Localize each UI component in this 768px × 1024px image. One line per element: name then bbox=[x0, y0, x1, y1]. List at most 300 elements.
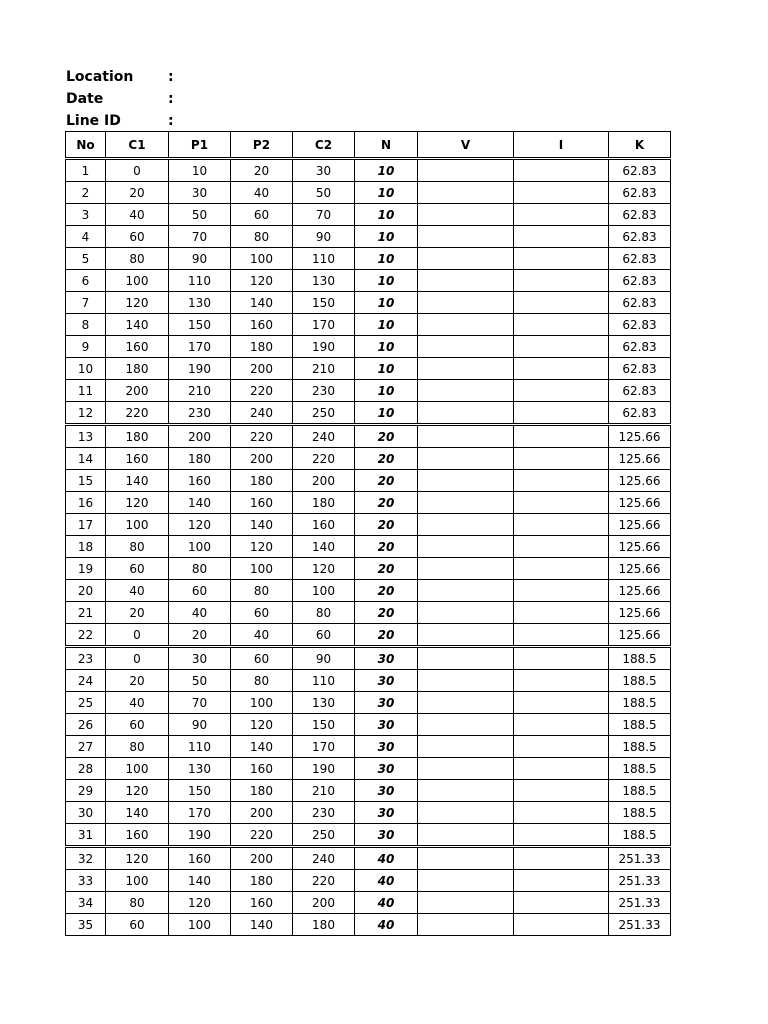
cell-p2: 140 bbox=[231, 736, 293, 758]
cell-v[interactable] bbox=[418, 736, 514, 758]
cell-p1: 170 bbox=[169, 802, 231, 824]
table-row bbox=[66, 314, 671, 336]
table-row bbox=[66, 802, 671, 824]
cell-i[interactable] bbox=[514, 514, 609, 536]
cell-i[interactable] bbox=[514, 780, 609, 802]
cell-no: 3 bbox=[66, 204, 106, 226]
cell-p2: 180 bbox=[231, 780, 293, 802]
cell-p2: 140 bbox=[231, 514, 293, 536]
cell-c2: 190 bbox=[293, 758, 355, 780]
cell-p2: 120 bbox=[231, 536, 293, 558]
cell-n: 30 bbox=[355, 647, 418, 670]
cell-n: 30 bbox=[355, 780, 418, 802]
cell-c2: 90 bbox=[293, 647, 355, 670]
cell-c2: 30 bbox=[293, 159, 355, 182]
cell-p1: 40 bbox=[169, 602, 231, 624]
cell-p1: 90 bbox=[169, 714, 231, 736]
table-row bbox=[66, 624, 671, 647]
cell-p2: 160 bbox=[231, 758, 293, 780]
cell-no: 12 bbox=[66, 402, 106, 425]
cell-no: 10 bbox=[66, 358, 106, 380]
cell-n: 40 bbox=[355, 914, 418, 936]
cell-i[interactable] bbox=[514, 270, 609, 292]
cell-k: 125.66 bbox=[609, 624, 671, 647]
cell-c2: 70 bbox=[293, 204, 355, 226]
cell-p1: 150 bbox=[169, 314, 231, 336]
cell-c2: 200 bbox=[293, 892, 355, 914]
cell-p2: 180 bbox=[231, 336, 293, 358]
cell-k: 62.83 bbox=[609, 336, 671, 358]
cell-k: 62.83 bbox=[609, 402, 671, 425]
cell-no: 22 bbox=[66, 624, 106, 647]
cell-c1: 60 bbox=[106, 558, 169, 580]
cell-p1: 180 bbox=[169, 448, 231, 470]
measurement-table bbox=[65, 131, 671, 936]
cell-c1: 120 bbox=[106, 292, 169, 314]
column-header-p2: P2 bbox=[231, 132, 293, 159]
cell-p1: 10 bbox=[169, 159, 231, 182]
cell-c1: 0 bbox=[106, 647, 169, 670]
table-body bbox=[66, 159, 671, 936]
cell-k: 62.83 bbox=[609, 292, 671, 314]
cell-i[interactable] bbox=[514, 380, 609, 402]
cell-c1: 100 bbox=[106, 870, 169, 892]
cell-p1: 130 bbox=[169, 292, 231, 314]
cell-v[interactable] bbox=[418, 492, 514, 514]
table-row bbox=[66, 670, 671, 692]
cell-c1: 20 bbox=[106, 602, 169, 624]
cell-no: 35 bbox=[66, 914, 106, 936]
cell-n: 10 bbox=[355, 159, 418, 182]
cell-n: 20 bbox=[355, 602, 418, 624]
cell-p1: 170 bbox=[169, 336, 231, 358]
cell-c1: 80 bbox=[106, 248, 169, 270]
cell-c1: 40 bbox=[106, 580, 169, 602]
cell-p1: 80 bbox=[169, 558, 231, 580]
cell-p1: 70 bbox=[169, 692, 231, 714]
cell-i[interactable] bbox=[514, 204, 609, 226]
cell-p2: 80 bbox=[231, 226, 293, 248]
cell-v[interactable] bbox=[418, 692, 514, 714]
cell-c1: 60 bbox=[106, 714, 169, 736]
cell-n: 10 bbox=[355, 292, 418, 314]
cell-v[interactable] bbox=[418, 336, 514, 358]
cell-i[interactable] bbox=[514, 714, 609, 736]
cell-i[interactable] bbox=[514, 159, 609, 182]
cell-no: 23 bbox=[66, 647, 106, 670]
location-field bbox=[66, 66, 266, 88]
cell-c2: 130 bbox=[293, 692, 355, 714]
cell-no: 6 bbox=[66, 270, 106, 292]
table-row bbox=[66, 536, 671, 558]
cell-i[interactable] bbox=[514, 336, 609, 358]
cell-n: 10 bbox=[355, 182, 418, 204]
cell-c2: 110 bbox=[293, 248, 355, 270]
cell-n: 10 bbox=[355, 248, 418, 270]
table-row bbox=[66, 758, 671, 780]
cell-k: 251.33 bbox=[609, 914, 671, 936]
cell-v[interactable] bbox=[418, 892, 514, 914]
cell-c1: 40 bbox=[106, 204, 169, 226]
cell-no: 20 bbox=[66, 580, 106, 602]
cell-c1: 160 bbox=[106, 824, 169, 847]
cell-k: 251.33 bbox=[609, 870, 671, 892]
cell-v[interactable] bbox=[418, 802, 514, 824]
cell-c1: 0 bbox=[106, 624, 169, 647]
cell-k: 188.5 bbox=[609, 647, 671, 670]
table-row bbox=[66, 270, 671, 292]
cell-no: 13 bbox=[66, 425, 106, 448]
cell-p1: 60 bbox=[169, 580, 231, 602]
cell-v[interactable] bbox=[418, 914, 514, 936]
cell-c2: 90 bbox=[293, 226, 355, 248]
cell-p1: 110 bbox=[169, 270, 231, 292]
cell-no: 8 bbox=[66, 314, 106, 336]
cell-i[interactable] bbox=[514, 670, 609, 692]
cell-p1: 160 bbox=[169, 470, 231, 492]
date-field bbox=[66, 88, 266, 110]
cell-c2: 230 bbox=[293, 802, 355, 824]
cell-i[interactable] bbox=[514, 914, 609, 936]
cell-v[interactable] bbox=[418, 780, 514, 802]
cell-p1: 120 bbox=[169, 892, 231, 914]
cell-c1: 100 bbox=[106, 270, 169, 292]
cell-no: 18 bbox=[66, 536, 106, 558]
cell-p1: 190 bbox=[169, 358, 231, 380]
cell-k: 62.83 bbox=[609, 159, 671, 182]
cell-v[interactable] bbox=[418, 270, 514, 292]
cell-c1: 140 bbox=[106, 802, 169, 824]
cell-v[interactable] bbox=[418, 402, 514, 425]
cell-v[interactable] bbox=[418, 824, 514, 847]
cell-no: 29 bbox=[66, 780, 106, 802]
line-id-field bbox=[66, 110, 266, 132]
cell-v[interactable] bbox=[418, 602, 514, 624]
cell-n: 40 bbox=[355, 847, 418, 870]
cell-p2: 160 bbox=[231, 492, 293, 514]
table-row bbox=[66, 380, 671, 402]
cell-no: 24 bbox=[66, 670, 106, 692]
cell-c1: 80 bbox=[106, 736, 169, 758]
cell-c2: 130 bbox=[293, 270, 355, 292]
cell-v[interactable] bbox=[418, 470, 514, 492]
cell-p2: 120 bbox=[231, 270, 293, 292]
column-header-c2: C2 bbox=[293, 132, 355, 159]
cell-v[interactable] bbox=[418, 536, 514, 558]
cell-c2: 100 bbox=[293, 580, 355, 602]
cell-k: 188.5 bbox=[609, 780, 671, 802]
cell-c2: 160 bbox=[293, 514, 355, 536]
cell-k: 188.5 bbox=[609, 714, 671, 736]
table-row bbox=[66, 425, 671, 448]
cell-n: 10 bbox=[355, 358, 418, 380]
cell-i[interactable] bbox=[514, 802, 609, 824]
cell-c1: 160 bbox=[106, 448, 169, 470]
cell-k: 62.83 bbox=[609, 358, 671, 380]
cell-k: 188.5 bbox=[609, 824, 671, 847]
cell-k: 125.66 bbox=[609, 558, 671, 580]
cell-p1: 140 bbox=[169, 870, 231, 892]
cell-p2: 220 bbox=[231, 380, 293, 402]
cell-k: 62.83 bbox=[609, 314, 671, 336]
cell-n: 20 bbox=[355, 514, 418, 536]
cell-n: 30 bbox=[355, 824, 418, 847]
cell-no: 1 bbox=[66, 159, 106, 182]
cell-n: 40 bbox=[355, 892, 418, 914]
cell-i[interactable] bbox=[514, 624, 609, 647]
column-header-n: N bbox=[355, 132, 418, 159]
date-label: Date bbox=[66, 91, 104, 107]
table-row bbox=[66, 448, 671, 470]
cell-c2: 190 bbox=[293, 336, 355, 358]
cell-no: 28 bbox=[66, 758, 106, 780]
table-row bbox=[66, 226, 671, 248]
cell-p1: 150 bbox=[169, 780, 231, 802]
cell-v[interactable] bbox=[418, 226, 514, 248]
cell-v[interactable] bbox=[418, 670, 514, 692]
cell-n: 10 bbox=[355, 204, 418, 226]
cell-v[interactable] bbox=[418, 314, 514, 336]
cell-p2: 160 bbox=[231, 314, 293, 336]
cell-i[interactable] bbox=[514, 692, 609, 714]
cell-n: 30 bbox=[355, 714, 418, 736]
cell-c1: 200 bbox=[106, 380, 169, 402]
cell-i[interactable] bbox=[514, 292, 609, 314]
cell-c2: 210 bbox=[293, 780, 355, 802]
cell-v[interactable] bbox=[418, 647, 514, 670]
cell-v[interactable] bbox=[418, 425, 514, 448]
cell-n: 20 bbox=[355, 448, 418, 470]
cell-c2: 240 bbox=[293, 425, 355, 448]
cell-k: 125.66 bbox=[609, 492, 671, 514]
cell-v[interactable] bbox=[418, 870, 514, 892]
cell-i[interactable] bbox=[514, 647, 609, 670]
cell-p1: 230 bbox=[169, 402, 231, 425]
table-row bbox=[66, 870, 671, 892]
cell-p2: 140 bbox=[231, 914, 293, 936]
table-row bbox=[66, 470, 671, 492]
cell-p2: 80 bbox=[231, 670, 293, 692]
cell-v[interactable] bbox=[418, 714, 514, 736]
cell-n: 20 bbox=[355, 580, 418, 602]
cell-v[interactable] bbox=[418, 580, 514, 602]
cell-k: 62.83 bbox=[609, 248, 671, 270]
cell-i[interactable] bbox=[514, 847, 609, 870]
cell-i[interactable] bbox=[514, 536, 609, 558]
cell-p1: 70 bbox=[169, 226, 231, 248]
cell-p1: 50 bbox=[169, 670, 231, 692]
cell-no: 7 bbox=[66, 292, 106, 314]
cell-no: 15 bbox=[66, 470, 106, 492]
cell-n: 10 bbox=[355, 270, 418, 292]
cell-i[interactable] bbox=[514, 892, 609, 914]
cell-c1: 220 bbox=[106, 402, 169, 425]
cell-p2: 40 bbox=[231, 624, 293, 647]
table-row bbox=[66, 514, 671, 536]
cell-k: 125.66 bbox=[609, 580, 671, 602]
cell-i[interactable] bbox=[514, 558, 609, 580]
cell-v[interactable] bbox=[418, 380, 514, 402]
location-label: Location bbox=[66, 69, 134, 85]
cell-p2: 160 bbox=[231, 892, 293, 914]
cell-c1: 160 bbox=[106, 336, 169, 358]
cell-no: 27 bbox=[66, 736, 106, 758]
cell-k: 188.5 bbox=[609, 758, 671, 780]
cell-p2: 220 bbox=[231, 824, 293, 847]
cell-no: 31 bbox=[66, 824, 106, 847]
cell-c2: 60 bbox=[293, 624, 355, 647]
cell-v[interactable] bbox=[418, 159, 514, 182]
cell-i[interactable] bbox=[514, 758, 609, 780]
cell-p1: 210 bbox=[169, 380, 231, 402]
cell-c2: 250 bbox=[293, 402, 355, 425]
table-row bbox=[66, 182, 671, 204]
cell-i[interactable] bbox=[514, 824, 609, 847]
cell-v[interactable] bbox=[418, 514, 514, 536]
cell-v[interactable] bbox=[418, 448, 514, 470]
cell-no: 14 bbox=[66, 448, 106, 470]
cell-i[interactable] bbox=[514, 314, 609, 336]
cell-c1: 60 bbox=[106, 914, 169, 936]
cell-k: 251.33 bbox=[609, 847, 671, 870]
cell-c1: 40 bbox=[106, 692, 169, 714]
cell-k: 188.5 bbox=[609, 670, 671, 692]
cell-p1: 120 bbox=[169, 514, 231, 536]
cell-c2: 200 bbox=[293, 470, 355, 492]
cell-c2: 230 bbox=[293, 380, 355, 402]
cell-no: 26 bbox=[66, 714, 106, 736]
cell-c1: 140 bbox=[106, 314, 169, 336]
cell-v[interactable] bbox=[418, 758, 514, 780]
table-row bbox=[66, 892, 671, 914]
cell-c2: 120 bbox=[293, 558, 355, 580]
cell-p1: 20 bbox=[169, 624, 231, 647]
table-row bbox=[66, 847, 671, 870]
cell-p2: 100 bbox=[231, 248, 293, 270]
table-row bbox=[66, 402, 671, 425]
cell-no: 17 bbox=[66, 514, 106, 536]
cell-n: 20 bbox=[355, 558, 418, 580]
cell-c1: 140 bbox=[106, 470, 169, 492]
cell-i[interactable] bbox=[514, 226, 609, 248]
cell-i[interactable] bbox=[514, 358, 609, 380]
cell-c2: 240 bbox=[293, 847, 355, 870]
table-row bbox=[66, 824, 671, 847]
cell-i[interactable] bbox=[514, 182, 609, 204]
form-header bbox=[66, 66, 266, 132]
table-row bbox=[66, 248, 671, 270]
cell-c2: 140 bbox=[293, 536, 355, 558]
cell-c1: 100 bbox=[106, 514, 169, 536]
cell-n: 20 bbox=[355, 624, 418, 647]
cell-c2: 170 bbox=[293, 736, 355, 758]
cell-i[interactable] bbox=[514, 448, 609, 470]
cell-p2: 200 bbox=[231, 358, 293, 380]
cell-v[interactable] bbox=[418, 204, 514, 226]
cell-v[interactable] bbox=[418, 182, 514, 204]
cell-n: 30 bbox=[355, 692, 418, 714]
cell-v[interactable] bbox=[418, 358, 514, 380]
cell-c1: 180 bbox=[106, 425, 169, 448]
cell-p1: 140 bbox=[169, 492, 231, 514]
column-header-c1: C1 bbox=[106, 132, 169, 159]
cell-no: 25 bbox=[66, 692, 106, 714]
cell-p2: 40 bbox=[231, 182, 293, 204]
cell-p1: 90 bbox=[169, 248, 231, 270]
cell-k: 62.83 bbox=[609, 270, 671, 292]
cell-n: 30 bbox=[355, 802, 418, 824]
cell-n: 30 bbox=[355, 670, 418, 692]
cell-v[interactable] bbox=[418, 248, 514, 270]
table-row bbox=[66, 714, 671, 736]
cell-no: 11 bbox=[66, 380, 106, 402]
cell-v[interactable] bbox=[418, 847, 514, 870]
cell-p1: 160 bbox=[169, 847, 231, 870]
cell-i[interactable] bbox=[514, 736, 609, 758]
cell-n: 40 bbox=[355, 870, 418, 892]
cell-v[interactable] bbox=[418, 624, 514, 647]
cell-n: 10 bbox=[355, 314, 418, 336]
cell-c1: 20 bbox=[106, 182, 169, 204]
cell-p2: 180 bbox=[231, 870, 293, 892]
table-header-row bbox=[66, 132, 671, 159]
cell-p1: 200 bbox=[169, 425, 231, 448]
cell-i[interactable] bbox=[514, 470, 609, 492]
column-header-no: No bbox=[66, 132, 106, 159]
cell-v[interactable] bbox=[418, 292, 514, 314]
cell-p1: 50 bbox=[169, 204, 231, 226]
column-header-k: K bbox=[609, 132, 671, 159]
table-row bbox=[66, 647, 671, 670]
cell-c2: 150 bbox=[293, 292, 355, 314]
cell-p2: 60 bbox=[231, 602, 293, 624]
cell-p2: 140 bbox=[231, 292, 293, 314]
cell-i[interactable] bbox=[514, 248, 609, 270]
cell-i[interactable] bbox=[514, 580, 609, 602]
cell-c2: 180 bbox=[293, 914, 355, 936]
cell-c1: 0 bbox=[106, 159, 169, 182]
cell-k: 62.83 bbox=[609, 204, 671, 226]
cell-p2: 120 bbox=[231, 714, 293, 736]
cell-n: 10 bbox=[355, 226, 418, 248]
table-row bbox=[66, 492, 671, 514]
cell-i[interactable] bbox=[514, 492, 609, 514]
table-row bbox=[66, 292, 671, 314]
cell-c2: 220 bbox=[293, 448, 355, 470]
cell-p1: 110 bbox=[169, 736, 231, 758]
cell-no: 4 bbox=[66, 226, 106, 248]
cell-c1: 60 bbox=[106, 226, 169, 248]
cell-p2: 80 bbox=[231, 580, 293, 602]
cell-c1: 180 bbox=[106, 358, 169, 380]
cell-p2: 220 bbox=[231, 425, 293, 448]
table-row bbox=[66, 914, 671, 936]
cell-c2: 220 bbox=[293, 870, 355, 892]
cell-i[interactable] bbox=[514, 870, 609, 892]
cell-c1: 120 bbox=[106, 780, 169, 802]
cell-p2: 240 bbox=[231, 402, 293, 425]
cell-i[interactable] bbox=[514, 425, 609, 448]
cell-i[interactable] bbox=[514, 402, 609, 425]
cell-i[interactable] bbox=[514, 602, 609, 624]
cell-c2: 80 bbox=[293, 602, 355, 624]
cell-p1: 30 bbox=[169, 647, 231, 670]
cell-p2: 200 bbox=[231, 847, 293, 870]
cell-v[interactable] bbox=[418, 558, 514, 580]
cell-no: 2 bbox=[66, 182, 106, 204]
cell-c1: 120 bbox=[106, 492, 169, 514]
cell-no: 34 bbox=[66, 892, 106, 914]
